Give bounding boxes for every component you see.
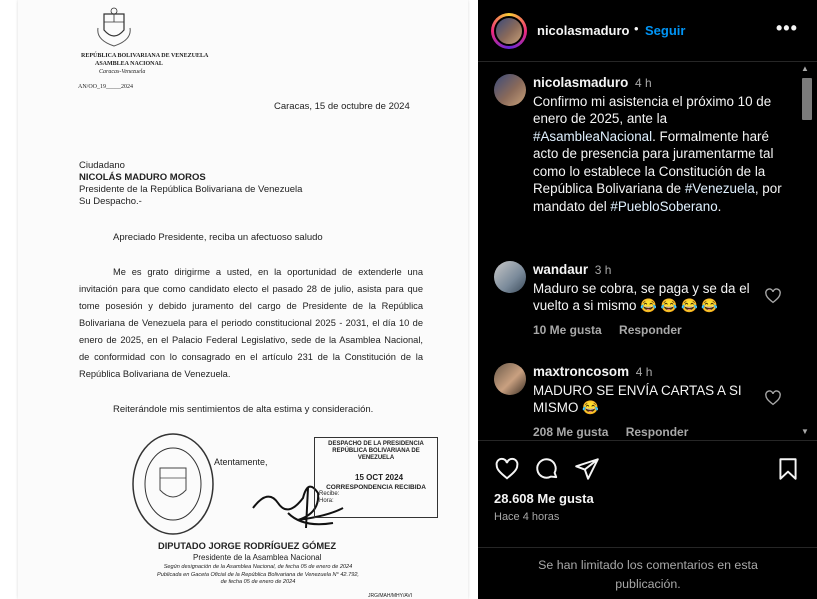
avatar[interactable] xyxy=(494,74,526,106)
header-username[interactable]: nicolasmaduro xyxy=(537,23,630,38)
letter-date: Caracas, 15 de octubre de 2024 xyxy=(274,101,410,112)
letter-paper xyxy=(18,0,468,599)
comment-item xyxy=(533,261,763,315)
reply-button[interactable]: Responder xyxy=(619,323,682,337)
comment-likes[interactable]: 208 Me gusta xyxy=(533,425,609,439)
comment-time[interactable]: 3 h xyxy=(594,263,612,277)
avatar[interactable] xyxy=(494,16,524,46)
comment-meta xyxy=(533,323,682,337)
footer-line: Según designación de la Asamblea Nacional, de fecha 05 de enero de 2024 xyxy=(163,564,353,570)
comment-time[interactable]: 4 h xyxy=(635,365,653,379)
addressee-role: Presidente de la República Bolivariana de Venezuela xyxy=(79,184,303,195)
comment-bubble-icon[interactable] xyxy=(534,456,560,482)
hashtag-link[interactable]: #AsambleaNacional xyxy=(533,128,653,144)
letterhead-line: ASAMBLEA NACIONAL xyxy=(95,61,163,67)
caption-time[interactable]: 4 h xyxy=(634,76,652,90)
caption-text: . Formalmente haré acto de presencia para juramentarme tal como lo establece la Constitución de la República Bolivariana de xyxy=(533,128,774,196)
avatar[interactable] xyxy=(494,363,526,395)
letterhead xyxy=(81,52,221,76)
scroll-thumb[interactable] xyxy=(802,78,812,120)
comment-item xyxy=(533,363,763,417)
addressee-office: Su Despacho.- xyxy=(79,196,142,207)
reply-button[interactable]: Responder xyxy=(625,425,689,439)
addressee-name: NICOLÁS MADURO MOROS xyxy=(79,172,206,183)
reference-number: AN/OO_19_____2024 xyxy=(78,84,133,90)
comment-username[interactable]: wandaur xyxy=(533,262,589,277)
letter-footer xyxy=(118,564,398,587)
comment-meta xyxy=(533,425,688,439)
post-header xyxy=(478,0,817,62)
caption-text: , por mandato del xyxy=(533,181,782,214)
stamp-hora: Hora: xyxy=(319,498,334,504)
comment-likes[interactable]: 10 Me gusta xyxy=(533,323,602,337)
comment-text: MADURO SE ENVÍA CARTAS A SI MISMO 😂 xyxy=(533,382,742,415)
letter-regards: Reiterándole mis sentimientos de alta estima y consideración. xyxy=(113,404,374,415)
comment-text: Maduro se cobra, se paga y se da el vuelto a si mismo 😂 😂 😂 😂 xyxy=(533,280,750,313)
letterhead-line: REPÚBLICA BOLIVARIANA DE VENEZUELA xyxy=(81,53,209,59)
coat-of-arms-icon xyxy=(92,6,136,50)
hashtag-link[interactable]: #PuebloSoberano xyxy=(610,198,718,214)
stamp-received: CORRESPONDENCIA RECIBIDA xyxy=(326,484,426,491)
heart-icon[interactable] xyxy=(764,287,782,305)
share-send-icon[interactable] xyxy=(574,456,600,482)
post-side-panel xyxy=(478,0,817,599)
post-caption xyxy=(533,74,783,215)
avatar[interactable] xyxy=(494,261,526,293)
likes-count[interactable]: 28.608 Me gusta xyxy=(494,491,594,506)
like-heart-icon[interactable] xyxy=(494,456,520,482)
scroll-up-arrow-icon[interactable]: ▲ xyxy=(801,64,809,73)
footer-line: de fecha 05 de enero de 2024 xyxy=(220,579,296,585)
follow-button[interactable]: Seguir xyxy=(645,23,686,38)
letter-initials: JRG/MAH/MHY/AVI xyxy=(368,593,413,599)
scroll-down-arrow-icon[interactable]: ▼ xyxy=(801,427,809,436)
comments-list[interactable] xyxy=(478,62,817,440)
separator-dot: • xyxy=(634,21,639,36)
addressee-block xyxy=(79,160,302,208)
stamp-date: 15 OCT 2024 xyxy=(355,473,404,482)
caption-text: . xyxy=(717,198,722,214)
comment-username[interactable]: maxtroncosom xyxy=(533,364,629,379)
more-options-icon[interactable]: ••• xyxy=(776,18,798,38)
signer-role: Presidente de la Asamblea Nacional xyxy=(193,553,322,562)
caption-text: Confirmo mi asistencia el próximo 10 de enero de 2025, ante la xyxy=(533,93,772,126)
closing-atentamente: Atentamente, xyxy=(214,457,268,467)
heart-icon[interactable] xyxy=(764,389,782,407)
hashtag-link[interactable]: #Venezuela xyxy=(684,181,755,196)
post-actions xyxy=(478,440,817,548)
letter-greeting: Apreciado Presidente, reciba un afectuoso saludo xyxy=(113,232,323,243)
addressee-title: Ciudadano xyxy=(79,160,125,171)
caption-username[interactable]: nicolasmaduro xyxy=(533,75,629,90)
signer-name: DIPUTADO JORGE RODRÍGUEZ GÓMEZ xyxy=(158,541,337,551)
comments-scrollbar[interactable] xyxy=(800,64,812,440)
stamp-subtitle: REPÚBLICA BOLIVARIANA DE VENEZUELA xyxy=(332,448,420,461)
letter-body: Me es grato dirigirme a usted, en la oportunidad de extenderle una invitación para que como candidato electo el pasado 28 de julio, asista para que tome posesión y debido juramento del cargo de Presidente de la República Bolivariana de Venezuela para el periodo constitucional 2025 - 2031, el día 10 de enero de 2025, en el Palacio Federal Legislativo, sede de la Asamblea Nacional, de conformidad con lo consagrado en el artículo 231 de la Constitución de la República Bolivariana de Venezuela. xyxy=(79,267,423,379)
comments-limited-notice: Se han limitado los comentarios en esta publicación. xyxy=(538,558,758,591)
letterhead-line: Caracas-Venezuela xyxy=(99,69,146,75)
save-bookmark-icon[interactable] xyxy=(775,456,801,482)
post-time-ago[interactable]: Hace 4 horas xyxy=(494,511,560,523)
assembly-seal-icon xyxy=(130,432,216,536)
stamp-recibe: Recibe: xyxy=(319,491,340,497)
received-stamp xyxy=(314,437,438,518)
footer-line: Publicada en Gaceta Oficial de la República Bolivariana de Venezuela N° 42.792, xyxy=(157,571,359,578)
stamp-title: DESPACHO DE LA PRESIDENCIA xyxy=(328,441,424,447)
